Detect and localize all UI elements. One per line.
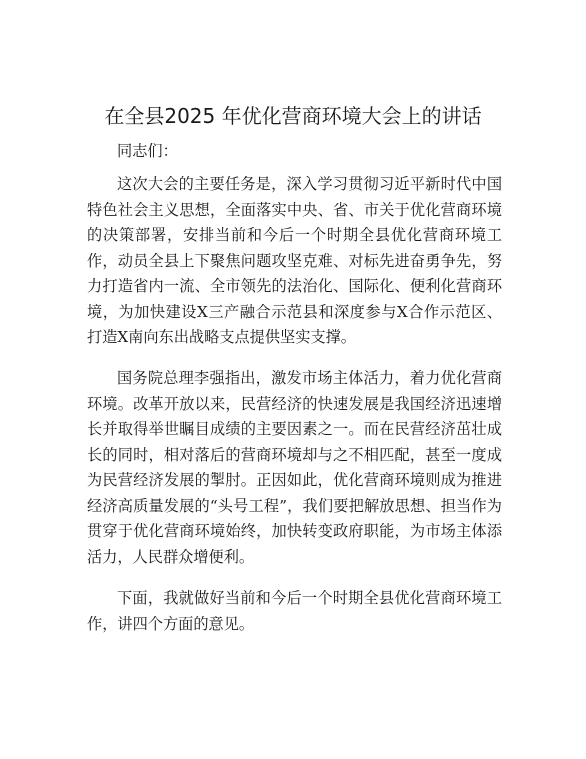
- paragraph-1: [87, 172, 502, 351]
- paragraph-text: 下面，我就做好当前和今后一个时期全县优化营商环境工作，讲四个方面的意见。: [87, 589, 502, 633]
- salutation: 同志们：: [117, 142, 178, 160]
- paragraph-text: 国务院总理李强指出，激发市场主体活力，着力优化营商环境。改革开放以来，民营经济的快速发展是我国经济迅速增长并取得举世瞩目成绩的主要因素之一。而在民营经济茁壮成长的同时，相对落后的营商环境却与之不相匹配，甚至一度成为民营经济发展的掣肘。正因如此，优化营商环境则成为推进经济高质量发展的“头号工程”，我们要把解放思想、担当作为贯穿于优化营商环境始终，加快转变政府职能，为市场主体添活力，人民群众增便利。: [87, 369, 502, 566]
- paragraph-3: [87, 586, 502, 637]
- paragraph-text: 这次大会的主要任务是，深入学习贯彻习近平新时代中国特色社会主义思想，全面落实中央、省、市关于优化营商环境的决策部署，安排当前和今后一个时期全县优化营商环境工作，动员全县上下聚焦问题攻坚克难、对标先进奋勇争先，努力打造省内一流、全市领先的法治化、国际化、便利化营商环境，为加快建设X三产融合示范县和深度参与X合作示范区、打造X南向东出战略支点提供坚实支撑。: [87, 175, 502, 346]
- paragraph-2: [87, 366, 502, 570]
- document-title: 在全县2025 年优化营商环境大会上的讲话: [104, 104, 482, 128]
